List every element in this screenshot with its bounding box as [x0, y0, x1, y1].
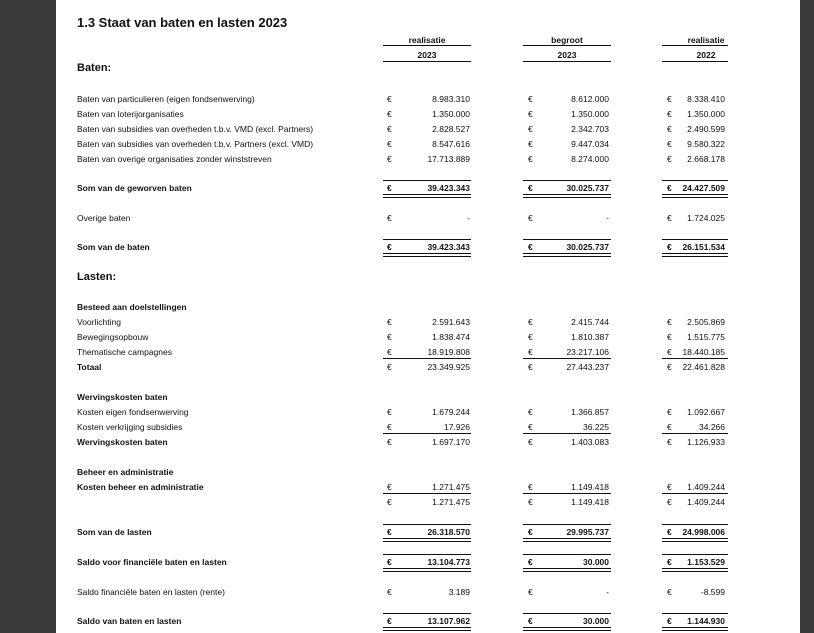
row-label: Thematische campagnes [77, 347, 172, 357]
value-cell: 26.318.570 [427, 527, 470, 537]
currency-symbol: € [667, 317, 672, 327]
row-label: Som van de lasten [77, 527, 152, 537]
total-rule-top [523, 239, 611, 240]
subtotal-rule [662, 493, 728, 494]
row-label: Baten van subsidies van overheden t.b.v. VMD (excl. Partners) [77, 124, 314, 134]
subtotal-rule [662, 433, 728, 434]
value-cell: - [467, 213, 470, 223]
currency-symbol: € [387, 407, 392, 417]
value-cell: 3.189 [448, 587, 470, 597]
row-label: Baten van loterijorganisaties [77, 109, 184, 119]
total-rule-double [523, 538, 611, 542]
value-cell: 26.151.534 [682, 242, 725, 252]
column-header-1-rule [383, 61, 471, 62]
value-cell: 30.025.737 [566, 183, 609, 193]
currency-symbol: € [667, 332, 672, 342]
currency-symbol: € [528, 527, 533, 537]
column-header-2-rule [523, 45, 611, 46]
row-label: Wervingskosten baten [77, 437, 168, 447]
total-rule-top [523, 613, 611, 614]
column-header-2-line2: 2023 [557, 50, 577, 60]
currency-symbol: € [387, 242, 392, 252]
column-header-2-rule [523, 61, 611, 62]
page-title: 1.3 Staat van baten en lasten 2023 [77, 15, 288, 30]
currency-symbol: € [667, 497, 672, 507]
currency-symbol: € [387, 482, 392, 492]
currency-symbol: € [387, 616, 392, 626]
value-cell: 23.217.106 [566, 347, 609, 357]
row-label: Bewegingsopbouw [77, 332, 149, 342]
currency-symbol: € [528, 422, 533, 432]
value-cell: 36.225 [583, 422, 609, 432]
value-cell: 27.443.237 [566, 362, 609, 372]
value-cell: 8.274.000 [571, 154, 609, 164]
value-cell: 1.149.418 [571, 497, 609, 507]
value-cell: 2.668.178 [687, 154, 725, 164]
total-rule-top [662, 613, 728, 614]
currency-symbol: € [667, 362, 672, 372]
value-cell: 9.580.322 [687, 139, 725, 149]
total-rule-top [662, 180, 728, 181]
value-cell: 1.697.170 [432, 437, 470, 447]
row-label: Wervingskosten baten [77, 392, 168, 402]
value-cell: 24.427.509 [682, 183, 725, 193]
value-cell: 1.149.418 [571, 482, 609, 492]
total-rule-double [523, 627, 611, 631]
value-cell: 1.810.387 [571, 332, 609, 342]
column-header-1-line2: 2023 [417, 50, 437, 60]
currency-symbol: € [387, 557, 392, 567]
value-cell: 24.998.006 [682, 527, 725, 537]
currency-symbol: € [387, 362, 392, 372]
currency-symbol: € [528, 482, 533, 492]
value-cell: 1.724.025 [687, 213, 725, 223]
value-cell: 30.025.737 [566, 242, 609, 252]
row-label: Kosten eigen fondsenwerving [77, 407, 189, 417]
total-rule-double [523, 194, 611, 198]
value-cell: 1.092.667 [687, 407, 725, 417]
report-page [56, 0, 800, 633]
currency-symbol: € [667, 124, 672, 134]
currency-symbol: € [528, 242, 533, 252]
value-cell: 1.126.933 [687, 437, 725, 447]
row-label: Kosten verkrijging subsidies [77, 422, 183, 432]
value-cell: 17.926 [444, 422, 470, 432]
value-cell: 8.338.410 [687, 94, 725, 104]
currency-symbol: € [387, 527, 392, 537]
currency-symbol: € [528, 616, 533, 626]
currency-symbol: € [667, 407, 672, 417]
currency-symbol: € [387, 497, 392, 507]
value-cell: 18.919.808 [427, 347, 470, 357]
total-rule-double [523, 253, 611, 257]
total-rule-double [662, 538, 728, 542]
currency-symbol: € [387, 154, 392, 164]
currency-symbol: € [387, 587, 392, 597]
value-cell: 2.490.599 [687, 124, 725, 134]
section-heading-lasten: Lasten: [77, 271, 117, 283]
column-header-3-line1: realisatie [687, 35, 725, 45]
currency-symbol: € [387, 94, 392, 104]
subtotal-rule [383, 433, 471, 434]
total-rule-top [383, 180, 471, 181]
currency-symbol: € [667, 213, 672, 223]
total-rule-top [662, 239, 728, 240]
subtotal-rule [523, 433, 611, 434]
currency-symbol: € [387, 332, 392, 342]
total-rule-top [383, 554, 471, 555]
value-cell: 1.350.000 [571, 109, 609, 119]
total-rule-top [383, 613, 471, 614]
row-label: Baten van subsidies van overheden t.b.v. Partners (excl. VMD) [77, 139, 314, 149]
row-label: Saldo financiële baten en lasten (rente) [77, 587, 225, 597]
currency-symbol: € [528, 213, 533, 223]
total-rule-top [523, 180, 611, 181]
column-header-3-rule [662, 61, 728, 62]
currency-symbol: € [667, 109, 672, 119]
row-label: Totaal [77, 362, 102, 372]
value-cell: 1.838.474 [432, 332, 470, 342]
currency-symbol: € [528, 362, 533, 372]
value-cell: 9.447.034 [571, 139, 609, 149]
total-rule-double [662, 253, 728, 257]
value-cell: 13.107.962 [427, 616, 470, 626]
currency-symbol: € [667, 527, 672, 537]
currency-symbol: € [528, 497, 533, 507]
subtotal-rule [383, 358, 471, 359]
currency-symbol: € [528, 347, 533, 357]
value-cell: 8.547.616 [432, 139, 470, 149]
row-label: Overige baten [77, 213, 131, 223]
value-cell: 29.995.737 [566, 527, 609, 537]
value-cell: 1.271.475 [432, 482, 470, 492]
value-cell: 2.828.527 [432, 124, 470, 134]
currency-symbol: € [528, 139, 533, 149]
currency-symbol: € [528, 124, 533, 134]
value-cell: 8.612.000 [571, 94, 609, 104]
row-label: Saldo van baten en lasten [77, 616, 182, 626]
currency-symbol: € [387, 317, 392, 327]
subtotal-rule [662, 358, 728, 359]
value-cell: 1.409.244 [687, 482, 725, 492]
total-rule-top [662, 524, 728, 525]
row-label: Som van de geworven baten [77, 183, 192, 193]
row-label: Voorlichting [77, 317, 121, 327]
value-cell: 39.423.343 [427, 183, 470, 193]
section-heading-baten: Baten: [77, 62, 112, 74]
currency-symbol: € [667, 422, 672, 432]
value-cell: 1.271.475 [432, 497, 470, 507]
currency-symbol: € [528, 317, 533, 327]
total-rule-double [383, 568, 471, 572]
value-cell: 1.153.529 [687, 557, 725, 567]
currency-symbol: € [667, 557, 672, 567]
value-cell: 30.000 [583, 616, 609, 626]
total-rule-double [662, 627, 728, 631]
value-cell: 1.350.000 [687, 109, 725, 119]
row-label: Besteed aan doelstellingen [77, 302, 187, 312]
value-cell: 39.423.343 [427, 242, 470, 252]
value-cell: 30.000 [583, 557, 609, 567]
value-cell: 1.350.000 [432, 109, 470, 119]
total-rule-double [383, 538, 471, 542]
currency-symbol: € [667, 587, 672, 597]
currency-symbol: € [387, 347, 392, 357]
total-rule-top [523, 554, 611, 555]
value-cell: - [606, 213, 609, 223]
currency-symbol: € [667, 242, 672, 252]
value-cell: -8.599 [700, 587, 725, 597]
currency-symbol: € [387, 437, 392, 447]
total-rule-double [662, 194, 728, 198]
column-header-1-line1: realisatie [408, 35, 446, 45]
total-rule-top [523, 524, 611, 525]
value-cell: 1.515.775 [687, 332, 725, 342]
total-rule-double [523, 568, 611, 572]
value-cell: 1.679.244 [432, 407, 470, 417]
currency-symbol: € [528, 109, 533, 119]
currency-symbol: € [667, 183, 672, 193]
column-header-3-rule [662, 45, 728, 46]
value-cell: 22.461.828 [682, 362, 725, 372]
currency-symbol: € [387, 183, 392, 193]
column-header-2-line1: begroot [551, 35, 583, 45]
total-rule-double [383, 194, 471, 198]
value-cell: 23.349.925 [427, 362, 470, 372]
value-cell: 2.415.744 [571, 317, 609, 327]
value-cell: 8.983.310 [432, 94, 470, 104]
currency-symbol: € [528, 94, 533, 104]
currency-symbol: € [387, 213, 392, 223]
column-header-1-rule [383, 45, 471, 46]
currency-symbol: € [387, 124, 392, 134]
currency-symbol: € [387, 139, 392, 149]
column-header-3-line2: 2022 [696, 50, 716, 60]
row-label: Beheer en administratie [77, 467, 174, 477]
currency-symbol: € [387, 109, 392, 119]
currency-symbol: € [387, 422, 392, 432]
currency-symbol: € [667, 616, 672, 626]
subtotal-rule [383, 493, 471, 494]
currency-symbol: € [667, 154, 672, 164]
value-cell: 1.409.244 [687, 497, 725, 507]
total-rule-double [383, 627, 471, 631]
total-rule-double [662, 568, 728, 572]
currency-symbol: € [528, 557, 533, 567]
currency-symbol: € [667, 139, 672, 149]
value-cell: - [606, 587, 609, 597]
currency-symbol: € [528, 154, 533, 164]
row-label: Saldo voor financiële baten en lasten [77, 557, 227, 567]
value-cell: 2.591.643 [432, 317, 470, 327]
currency-symbol: € [667, 94, 672, 104]
value-cell: 1.144.930 [687, 616, 725, 626]
total-rule-double [383, 253, 471, 257]
subtotal-rule [523, 493, 611, 494]
subtotal-rule [523, 358, 611, 359]
row-label: Baten van overige organisaties zonder winststreven [77, 154, 272, 164]
value-cell: 13.104.773 [427, 557, 470, 567]
total-rule-top [662, 554, 728, 555]
value-cell: 34.266 [699, 422, 725, 432]
currency-symbol: € [528, 587, 533, 597]
total-rule-top [383, 524, 471, 525]
currency-symbol: € [528, 183, 533, 193]
value-cell: 18.440.185 [682, 347, 725, 357]
currency-symbol: € [667, 347, 672, 357]
total-rule-top [383, 239, 471, 240]
row-label: Som van de baten [77, 242, 150, 252]
value-cell: 1.403.083 [571, 437, 609, 447]
currency-symbol: € [667, 437, 672, 447]
currency-symbol: € [528, 437, 533, 447]
currency-symbol: € [528, 407, 533, 417]
value-cell: 1.366.857 [571, 407, 609, 417]
value-cell: 2.342.703 [571, 124, 609, 134]
row-label: Baten van particulieren (eigen fondsenwerving) [77, 94, 255, 104]
value-cell: 2.505.869 [687, 317, 725, 327]
value-cell: 17.713.889 [427, 154, 470, 164]
currency-symbol: € [528, 332, 533, 342]
currency-symbol: € [667, 482, 672, 492]
row-label: Kosten beheer en administratie [77, 482, 204, 492]
